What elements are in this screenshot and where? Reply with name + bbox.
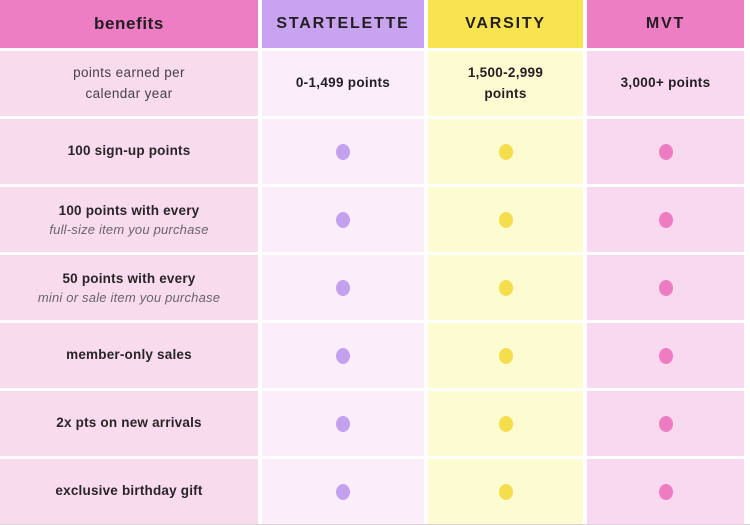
included-dot-mvt xyxy=(659,348,673,364)
column-header-startelette: STARTELETTE xyxy=(262,0,424,48)
points-earned-label-line1: points earned per xyxy=(73,64,185,80)
benefit-cell-startelette xyxy=(262,187,424,252)
included-dot-startelette xyxy=(336,212,350,228)
included-dot-varsity xyxy=(499,484,513,500)
points-tier-startelette: 0-1,499 points xyxy=(295,75,391,91)
row-label-points-earned xyxy=(0,51,258,116)
benefit-label: exclusive birthday gift xyxy=(55,483,203,499)
benefit-label: member-only sales xyxy=(66,347,192,363)
benefit-label: 2x pts on new arrivals xyxy=(56,415,202,431)
benefit-label-cell xyxy=(0,323,258,388)
benefit-cell-varsity xyxy=(428,391,583,456)
included-dot-mvt xyxy=(659,280,673,296)
included-dot-varsity xyxy=(499,348,513,364)
benefit-cell-varsity xyxy=(428,459,583,524)
benefit-label-cell xyxy=(0,187,258,252)
points-tier-mvt: 3,000+ points xyxy=(620,75,711,91)
included-dot-startelette xyxy=(336,348,350,364)
benefit-label-cell xyxy=(0,459,258,524)
benefit-cell-mvt xyxy=(587,187,744,252)
benefit-label: 50 points with every xyxy=(62,270,196,286)
included-dot-mvt xyxy=(659,416,673,432)
included-dot-varsity xyxy=(499,416,513,432)
benefit-cell-mvt xyxy=(587,323,744,388)
benefit-cell-varsity xyxy=(428,119,583,184)
benefit-cell-mvt xyxy=(587,255,744,320)
benefit-label-cell xyxy=(0,119,258,184)
column-header-benefits: benefits xyxy=(0,0,258,48)
points-tier-cell-startelette xyxy=(262,51,424,116)
benefit-cell-startelette xyxy=(262,119,424,184)
benefit-cell-startelette xyxy=(262,323,424,388)
benefit-label: 100 sign-up points xyxy=(67,143,191,159)
benefit-cell-startelette xyxy=(262,391,424,456)
included-dot-mvt xyxy=(659,212,673,228)
points-earned-label-line2: calendar year xyxy=(85,85,173,101)
benefit-cell-startelette xyxy=(262,255,424,320)
benefit-cell-startelette xyxy=(262,459,424,524)
benefit-sublabel: mini or sale item you purchase xyxy=(37,289,221,305)
benefit-sublabel: full-size item you purchase xyxy=(49,221,209,237)
benefit-label: 100 points with every xyxy=(58,202,200,218)
benefit-cell-varsity xyxy=(428,187,583,252)
benefit-label-cell xyxy=(0,391,258,456)
benefit-cell-mvt xyxy=(587,459,744,524)
included-dot-varsity xyxy=(499,280,513,296)
column-header-mvt: MVT xyxy=(587,0,744,48)
included-dot-startelette xyxy=(336,280,350,296)
benefit-cell-mvt xyxy=(587,119,744,184)
benefit-cell-varsity xyxy=(428,323,583,388)
included-dot-startelette xyxy=(336,416,350,432)
points-earned-label xyxy=(73,63,185,105)
points-tier-cell-varsity xyxy=(428,51,583,116)
points-tier-varsity: 1,500-2,999 points xyxy=(467,65,544,101)
points-tier-cell-mvt xyxy=(587,51,744,116)
included-dot-mvt xyxy=(659,144,673,160)
benefit-label-cell xyxy=(0,255,258,320)
included-dot-mvt xyxy=(659,484,673,500)
benefit-cell-mvt xyxy=(587,391,744,456)
included-dot-varsity xyxy=(499,144,513,160)
column-header-varsity: VARSITY xyxy=(428,0,583,48)
included-dot-startelette xyxy=(336,144,350,160)
benefit-cell-varsity xyxy=(428,255,583,320)
included-dot-varsity xyxy=(499,212,513,228)
included-dot-startelette xyxy=(336,484,350,500)
